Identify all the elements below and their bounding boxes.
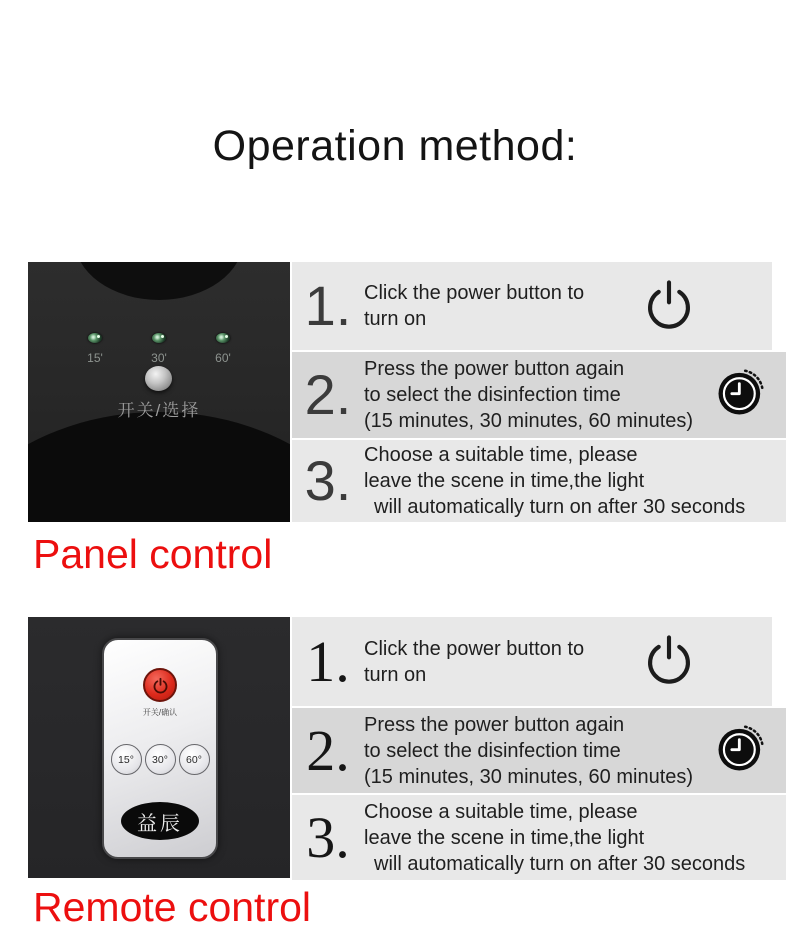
step-number: 2. <box>304 363 352 426</box>
page-title: Operation method: <box>212 122 578 170</box>
clock-icon <box>716 723 766 773</box>
remote-step-3 <box>292 795 786 880</box>
step-number: 2. <box>306 717 350 783</box>
panel-button-caption: 开关/选择 <box>117 401 201 420</box>
panel-step-2 <box>292 352 786 438</box>
led-item-30 <box>138 330 180 365</box>
step-number: 3. <box>304 449 352 512</box>
step-text: Click the power button to turn on <box>364 637 585 686</box>
remote-body-image <box>102 638 218 859</box>
brand-badge: 益辰 <box>121 802 199 840</box>
led-row <box>28 330 290 365</box>
step-text: Choose a suitable time, please leave the scene in time,the light will automatically turn on after 30 seconds <box>364 800 746 875</box>
time-button-15: 15° <box>111 744 142 775</box>
time-button-30: 30° <box>145 744 176 775</box>
led-indicator-icon <box>152 333 166 343</box>
clock-icon <box>716 367 766 417</box>
power-glyph-icon <box>152 677 169 694</box>
panel-power-button-image <box>145 366 172 391</box>
remote-step-1 <box>292 617 772 706</box>
led-indicator-icon <box>216 333 230 343</box>
panel-step-3 <box>292 440 786 522</box>
remote-power-button-image <box>143 668 177 702</box>
power-icon <box>642 278 696 332</box>
led-indicator-icon <box>88 333 102 343</box>
time-button-60: 60° <box>179 744 210 775</box>
step-number: 3. <box>306 804 350 870</box>
led-item-60 <box>202 330 244 365</box>
lamp-base-dome-image <box>28 412 290 522</box>
lamp-top-circle-image <box>74 262 244 300</box>
remote-time-buttons <box>104 744 216 775</box>
step-number: 1. <box>306 628 350 694</box>
step-text: Press the power button again to select the disinfection time (15 minutes, 30 minutes, 60 minutes) <box>364 713 694 788</box>
remote-photo <box>28 617 290 878</box>
step-text: Click the power button to turn on <box>364 282 585 330</box>
led-label: 30' <box>151 351 167 365</box>
step-number: 1. <box>304 274 352 337</box>
remote-control-label: Remote control <box>33 884 312 930</box>
led-label: 15' <box>87 351 103 365</box>
power-icon <box>642 633 696 687</box>
remote-step-2 <box>292 708 786 793</box>
remote-power-caption: 开关/确认 <box>142 708 178 717</box>
panel-step-1 <box>292 262 772 350</box>
step-text: Choose a suitable time, please leave the scene in time,the light will automatically turn on after 30 seconds <box>364 444 746 518</box>
led-label: 60' <box>215 351 231 365</box>
step-text: Press the power button again to select the disinfection time (15 minutes, 30 minutes, 60 minutes) <box>364 358 694 432</box>
led-item-15 <box>74 330 116 365</box>
panel-control-label: Panel control <box>33 531 273 577</box>
panel-photo <box>28 262 290 522</box>
